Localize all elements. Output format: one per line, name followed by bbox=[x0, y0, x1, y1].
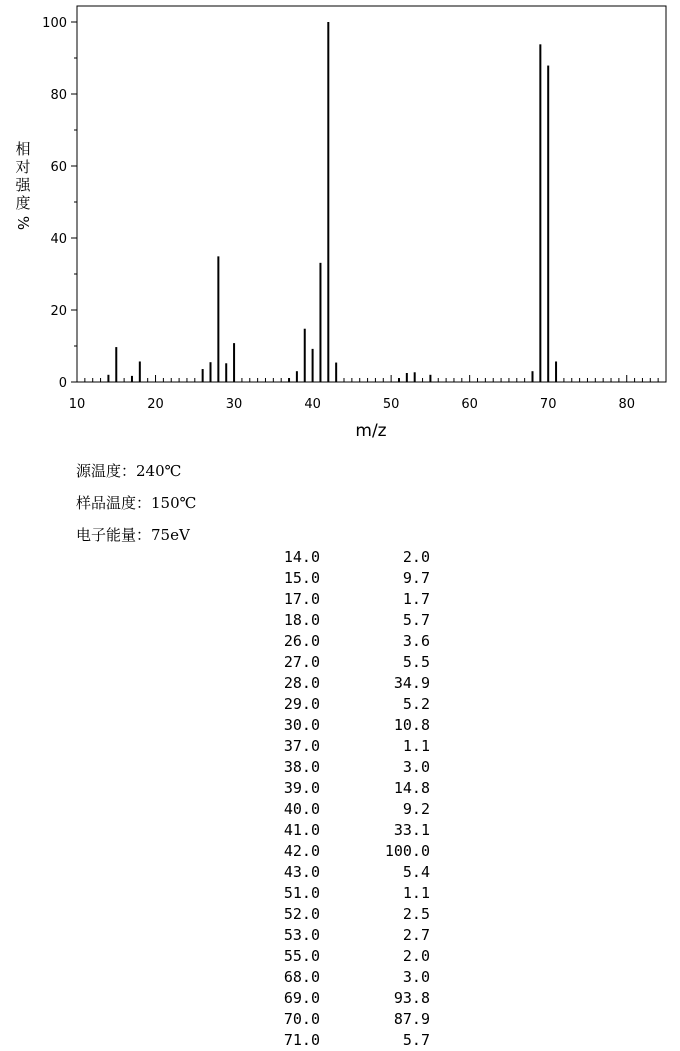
table-row bbox=[250, 589, 430, 610]
electron-energy: 电子能量：75eV bbox=[76, 526, 190, 544]
peak-mz: 27.0 bbox=[283, 653, 320, 671]
table-row bbox=[250, 715, 430, 736]
peak-abundance: 9.7 bbox=[402, 569, 430, 587]
spectrum-peak bbox=[547, 66, 549, 382]
peak-abundance: 5.2 bbox=[402, 695, 430, 713]
peak-mz: 55.0 bbox=[283, 947, 320, 965]
x-tick-label: 60 bbox=[461, 397, 478, 412]
table-row bbox=[250, 1030, 430, 1051]
spectrum-peak bbox=[107, 375, 109, 382]
peak-mz: 38.0 bbox=[283, 758, 320, 776]
table-row bbox=[250, 988, 430, 1009]
spectrum-peak bbox=[304, 329, 306, 382]
peak-mz: 52.0 bbox=[283, 905, 320, 923]
peak-mz: 37.0 bbox=[283, 737, 320, 755]
peak-abundance: 2.7 bbox=[402, 926, 430, 944]
peak-mz: 40.0 bbox=[283, 800, 320, 818]
spectrum-peak bbox=[406, 373, 408, 382]
peak-abundance: 33.1 bbox=[393, 821, 430, 839]
y-tick-label: 40 bbox=[50, 232, 67, 247]
tick-labels bbox=[42, 16, 635, 412]
spectrum-peak bbox=[335, 363, 337, 382]
peak-abundance: 93.8 bbox=[393, 989, 430, 1007]
peak-abundance: 5.7 bbox=[402, 611, 430, 629]
table-row bbox=[250, 841, 430, 862]
peak-mz: 18.0 bbox=[283, 611, 320, 629]
peak-abundance: 34.9 bbox=[393, 674, 430, 692]
peak-abundance: 87.9 bbox=[393, 1010, 430, 1028]
peak-abundance: 100.0 bbox=[384, 842, 430, 860]
peak-abundance: 3.6 bbox=[402, 632, 430, 650]
table-row bbox=[250, 946, 430, 967]
peak-abundance: 14.8 bbox=[393, 779, 430, 797]
peak-mz: 70.0 bbox=[283, 1010, 320, 1028]
spectrum-peak bbox=[233, 343, 235, 382]
spectrum-peaks bbox=[107, 22, 557, 382]
peak-mz: 29.0 bbox=[283, 695, 320, 713]
spectrum-peak bbox=[217, 256, 219, 382]
spectrum-peak bbox=[319, 263, 321, 382]
peak-abundance: 2.0 bbox=[402, 947, 430, 965]
spectrum-peak bbox=[288, 378, 290, 382]
table-row bbox=[250, 736, 430, 757]
peak-abundance: 10.8 bbox=[393, 716, 430, 734]
table-row bbox=[250, 694, 430, 715]
y-axis-unit: % bbox=[14, 215, 32, 231]
y-tick-label: 100 bbox=[42, 16, 67, 31]
y-tick-label: 0 bbox=[58, 376, 67, 391]
table-row bbox=[250, 967, 430, 988]
peak-mz: 51.0 bbox=[283, 884, 320, 902]
peak-abundance: 5.5 bbox=[402, 653, 430, 671]
axis-ticks bbox=[71, 22, 666, 382]
table-row bbox=[250, 652, 430, 673]
table-row bbox=[250, 862, 430, 883]
peak-abundance: 3.0 bbox=[402, 968, 430, 986]
peak-mz: 41.0 bbox=[283, 821, 320, 839]
table-row bbox=[250, 547, 430, 568]
table-row bbox=[250, 1009, 430, 1030]
peak-mz: 28.0 bbox=[283, 674, 320, 692]
table-row bbox=[250, 757, 430, 778]
x-axis-label: m/z bbox=[355, 421, 387, 441]
table-row bbox=[250, 778, 430, 799]
table-row bbox=[250, 883, 430, 904]
peak-mz: 17.0 bbox=[283, 590, 320, 608]
peak-mz: 26.0 bbox=[283, 632, 320, 650]
y-axis-label-char: 强 bbox=[15, 176, 31, 194]
sample-temperature: 样品温度：150℃ bbox=[76, 494, 197, 512]
peak-mz: 43.0 bbox=[283, 863, 320, 881]
plot-frame bbox=[77, 6, 666, 382]
spectrum-peak bbox=[539, 44, 541, 382]
mass-spectrum-chart bbox=[0, 0, 680, 445]
x-tick-label: 10 bbox=[68, 397, 86, 412]
peak-abundance: 1.1 bbox=[402, 737, 430, 755]
peak-mz: 71.0 bbox=[283, 1031, 320, 1049]
x-tick-label: 40 bbox=[304, 397, 321, 412]
spectrum-peak bbox=[139, 361, 141, 382]
peak-table bbox=[250, 547, 430, 1051]
spectrum-peak bbox=[296, 371, 298, 382]
x-tick-label: 20 bbox=[147, 397, 164, 412]
peak-mz: 14.0 bbox=[283, 548, 320, 566]
x-tick-label: 70 bbox=[539, 397, 557, 412]
spectrum-peak bbox=[115, 347, 117, 382]
y-axis-label-char: 相 bbox=[15, 140, 31, 158]
peak-abundance: 5.7 bbox=[402, 1031, 430, 1049]
spectrum-peak bbox=[312, 349, 314, 382]
x-tick-label: 50 bbox=[382, 397, 400, 412]
y-tick-label: 80 bbox=[50, 88, 67, 103]
table-row bbox=[250, 904, 430, 925]
table-row bbox=[250, 799, 430, 820]
spectrum-peak bbox=[210, 362, 212, 382]
spectrum-peak bbox=[225, 363, 227, 382]
peak-abundance: 3.0 bbox=[402, 758, 430, 776]
spectrum-peak bbox=[414, 372, 416, 382]
table-row bbox=[250, 925, 430, 946]
peak-abundance: 5.4 bbox=[402, 863, 430, 881]
peak-mz: 15.0 bbox=[283, 569, 320, 587]
peak-mz: 39.0 bbox=[283, 779, 320, 797]
peak-mz: 30.0 bbox=[283, 716, 320, 734]
spectrum-peak bbox=[429, 375, 431, 382]
spectrum-peak bbox=[202, 369, 204, 382]
source-temperature: 源温度：240℃ bbox=[76, 462, 182, 480]
spectrum-peak bbox=[555, 361, 557, 382]
peak-abundance: 9.2 bbox=[402, 800, 430, 818]
spectrum-peak bbox=[398, 378, 400, 382]
spectrum-peak bbox=[131, 376, 133, 382]
peak-mz: 53.0 bbox=[283, 926, 320, 944]
peak-mz: 69.0 bbox=[283, 989, 320, 1007]
y-axis-label-char: 度 bbox=[15, 194, 31, 212]
table-row bbox=[250, 610, 430, 631]
peak-mz: 42.0 bbox=[283, 842, 320, 860]
spectrum-peak bbox=[531, 371, 533, 382]
peak-abundance: 2.5 bbox=[402, 905, 430, 923]
peak-abundance: 1.1 bbox=[402, 884, 430, 902]
x-tick-label: 30 bbox=[225, 397, 243, 412]
spectrum-peak bbox=[327, 22, 329, 382]
y-axis-label bbox=[12, 140, 34, 232]
table-row bbox=[250, 568, 430, 589]
table-row bbox=[250, 631, 430, 652]
table-row bbox=[250, 820, 430, 841]
y-axis-label-char: 对 bbox=[15, 158, 31, 176]
y-tick-label: 60 bbox=[50, 160, 67, 175]
peak-abundance: 2.0 bbox=[402, 548, 430, 566]
table-row bbox=[250, 673, 430, 694]
y-tick-label: 20 bbox=[50, 304, 67, 319]
peak-mz: 68.0 bbox=[283, 968, 320, 986]
peak-abundance: 1.7 bbox=[402, 590, 430, 608]
x-tick-label: 80 bbox=[618, 397, 636, 412]
